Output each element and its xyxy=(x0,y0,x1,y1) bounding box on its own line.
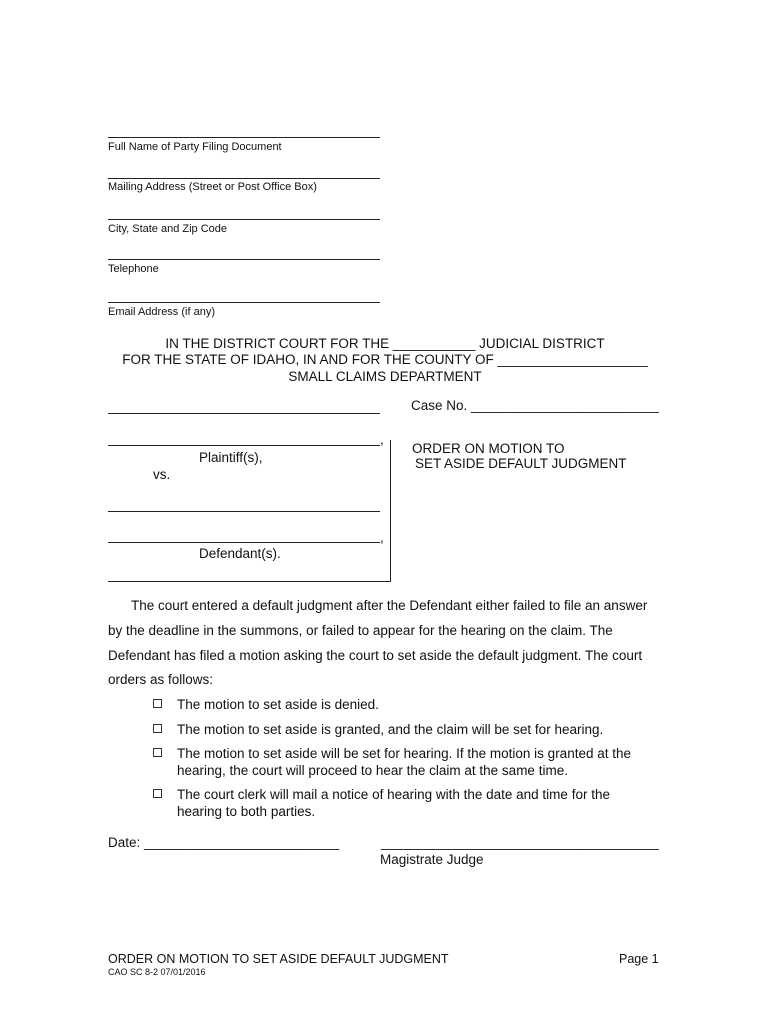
full-name-label: Full Name of Party Filing Document xyxy=(108,141,282,153)
checkbox-icon[interactable] xyxy=(153,699,162,708)
mailing-address-label: Mailing Address (Street or Post Office Box) xyxy=(108,181,317,193)
form-code: CAO SC 8-2 07/01/2016 xyxy=(108,967,206,977)
mailing-address-line[interactable] xyxy=(108,178,380,179)
judge-signature-line[interactable]: _____________________________________ xyxy=(381,835,659,850)
paragraph-line3: Defendant has filed a motion asking the court to set aside the default judgment. The court xyxy=(108,648,643,663)
defendant-line-2[interactable] xyxy=(108,542,380,543)
vs-label: vs. xyxy=(153,467,171,482)
paragraph-line4: orders as follows: xyxy=(108,672,214,687)
footer-title: ORDER ON MOTION TO SET ASIDE DEFAULT JUDGMENT xyxy=(108,952,449,966)
option-text-line2: hearing to both parties. xyxy=(177,804,316,819)
case-number-field[interactable]: Case No. _________________________ xyxy=(411,398,659,413)
option-text-line1: The motion to set aside will be set for hearing. If the motion is granted at the xyxy=(177,746,631,761)
email-label: Email Address (if any) xyxy=(108,306,215,318)
option-text: The motion to set aside is granted, and the claim will be set for hearing. xyxy=(177,722,604,737)
caption-bottom-rule xyxy=(108,581,390,582)
plaintiff-comma: , xyxy=(380,432,384,447)
option-text-line2: hearing, the court will proceed to hear the claim at the same time. xyxy=(177,763,568,778)
checkbox-icon[interactable] xyxy=(153,748,162,757)
plaintiff-line-1[interactable] xyxy=(108,413,380,414)
paragraph-line1: The court entered a default judgment after the Defendant either failed to file an answer xyxy=(131,598,648,613)
city-state-zip-line[interactable] xyxy=(108,219,380,220)
checkbox-icon[interactable] xyxy=(153,789,162,798)
plaintiff-line-2[interactable] xyxy=(108,445,380,446)
page-number: Page 1 xyxy=(619,952,659,966)
date-field[interactable]: Date: __________________________ xyxy=(108,835,340,850)
magistrate-judge-label: Magistrate Judge xyxy=(380,852,484,867)
caption-divider xyxy=(390,440,391,582)
court-header-line2: FOR THE STATE OF IDAHO, IN AND FOR THE COUNTY OF ____________________ xyxy=(122,352,648,367)
document-title-line2: SET ASIDE DEFAULT JUDGMENT xyxy=(415,456,627,471)
option-text-line1: The court clerk will mail a notice of hearing with the date and time for the xyxy=(177,787,610,802)
defendant-label: Defendant(s). xyxy=(199,546,281,561)
court-header-line3: SMALL CLAIMS DEPARTMENT xyxy=(288,369,482,384)
telephone-line[interactable] xyxy=(108,259,380,260)
email-line[interactable] xyxy=(108,302,380,303)
defendant-comma: , xyxy=(380,530,384,545)
option-text: The motion to set aside is denied. xyxy=(177,697,379,712)
plaintiff-label: Plaintiff(s), xyxy=(199,450,263,465)
court-header-line1: IN THE DISTRICT COURT FOR THE ___________ JUDICIAL DISTRICT xyxy=(165,336,605,351)
checkbox-icon[interactable] xyxy=(153,724,162,733)
paragraph-line2: by the deadline in the summons, or failed to appear for the hearing on the claim. The xyxy=(108,623,613,638)
telephone-label: Telephone xyxy=(108,263,159,275)
document-title-line1: ORDER ON MOTION TO xyxy=(412,441,565,456)
full-name-line[interactable] xyxy=(108,137,380,138)
city-state-zip-label: City, State and Zip Code xyxy=(108,223,228,235)
defendant-line-1[interactable] xyxy=(108,511,380,512)
